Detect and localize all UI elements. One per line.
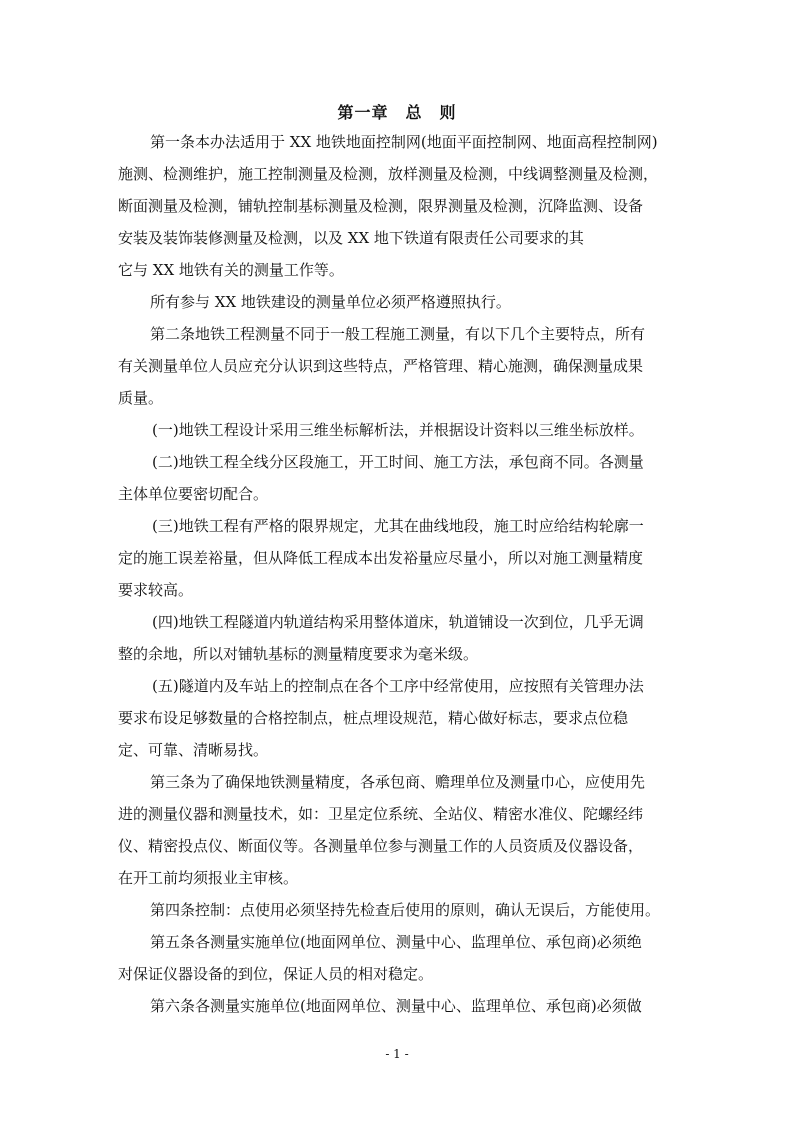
- text-line: 主体单位要密切配合。: [118, 485, 269, 503]
- text-line: 进的测量仪器和测量技术，如：卫星定位系统、全站仪、精密水准仪、陀螺经纬: [118, 805, 644, 823]
- text-line: 定、可靠、清晰易找。: [118, 741, 269, 759]
- chapter-title: 第一章 总 则: [337, 103, 457, 122]
- text-line: (四)地铁工程隧道内轨道结构采用整体道床，轨道铺设一次到位，几乎无调: [152, 613, 644, 631]
- text-line: 定的施工误差裕量，但从降低工程成本出发裕量应尽量小，所以对施工测量精度: [118, 549, 644, 567]
- text-line: 它与 XX 地铁有关的测量工作等。: [118, 261, 344, 279]
- text-line: (一)地铁工程设计采用三维坐标解析法，并根据设计资料以三维坐标放样。: [152, 421, 644, 439]
- text-line: 第四条控制：点使用必须坚持先检查后使用的原则，确认无误后，方能使用。: [150, 901, 661, 919]
- text-line: 在开工前均须报业主审核。: [118, 869, 299, 887]
- text-line: (二)地铁工程全线分区段施工，开工时间、施工方法，承包商不同。各测量: [152, 453, 644, 471]
- text-line: 第一条本办法适用于 XX 地铁地面控制网(地面平面控制网、地面高程控制网): [150, 133, 658, 151]
- text-line: (五)隧道内及车站上的控制点在各个工序中经常使用，应按照有关管理办法: [152, 677, 644, 695]
- text-line: 施测、检测维护，施工控制测量及检测，放样测量及检测，中线调整测量及检测，: [118, 165, 659, 183]
- text-line: 第六条各测量实施单位(地面网单位、测量中心、监理单位、承包商)必须做: [150, 997, 642, 1015]
- text-line: 第五条各测量实施单位(地面网单位、测量中心、监理单位、承包商)必须绝: [150, 933, 642, 951]
- text-line: 仪、精密投点仪、断面仪等。各测量单位参与测量工作的人员资质及仪器设备，: [118, 837, 644, 855]
- text-line: (三)地铁工程有严格的限界规定，尤其在曲线地段，施工时应给结构轮廓一: [152, 517, 644, 535]
- body-text: [118, 126, 684, 1022]
- text-line: 质量。: [118, 389, 164, 407]
- text-line: 要求较高。: [118, 581, 194, 599]
- text-line: 要求布设足够数量的合格控制点，桩点埋设规范，精心做好标志，要求点位稳: [118, 709, 629, 727]
- text-line: 安装及装饰装修测量及检测，以及 XX 地下铁道有限责任公司要求的其: [118, 229, 584, 247]
- text-line: 第三条为了确保地铁测量精度，各承包商、赡理单位及测量巾心，应使用先: [150, 773, 646, 791]
- text-line: 断面测量及检测，铺轨控制基标测量及检测，限界测量及检测，沉降监测、设备: [118, 197, 644, 215]
- text-line: 所有参与 XX 地铁建设的测量单位必须严格遵照执行。: [150, 293, 511, 311]
- text-line: 整的余地，所以对铺轨基标的测量精度要求为毫米级。: [118, 645, 479, 663]
- page-number: - 1 -: [385, 1047, 409, 1061]
- text-line: 有关测量单位人员应充分认识到这些特点，严格管理、精心施测，确保测量成果: [118, 357, 644, 375]
- text-line: 第二条地铁工程测量不同于一般工程施工测量，有以下几个主要特点，所有: [150, 325, 646, 343]
- text-line: 对保证仪器设备的到位，保证人员的相对稳定。: [118, 965, 434, 983]
